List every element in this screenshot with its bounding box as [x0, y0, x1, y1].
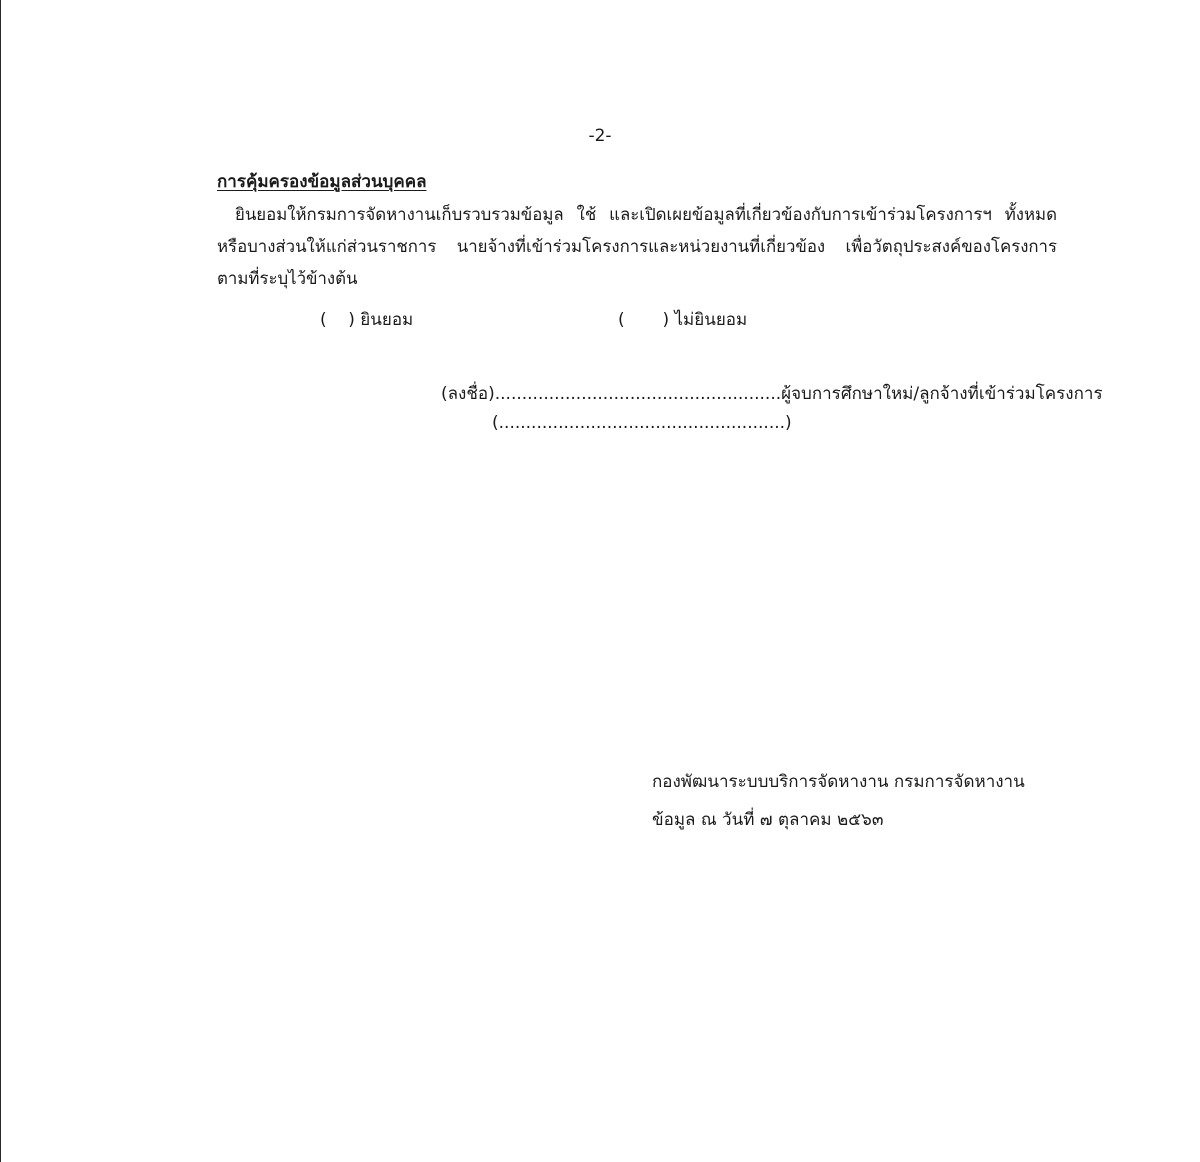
signature-line: (ลงชื่อ).....................................................ผู้จบการศึกษาใหม่/ลูกจ้างที่เข้าร่วมโครงการ — [441, 384, 1103, 404]
data-date: ข้อมูล ณ วันที่ ๗ ตุลาคม ๒๕๖๓ — [652, 810, 884, 830]
refuse-option[interactable]: ( ) ไม่ยินยอม — [618, 310, 748, 330]
page-left-border — [0, 0, 1, 1162]
issuing-office: กองพัฒนาระบบบริการจัดหางาน กรมการจัดหางาน — [652, 772, 1025, 792]
footer — [652, 763, 1025, 839]
consent-option[interactable]: ( ) ยินยอม — [320, 310, 414, 330]
privacy-section — [217, 166, 1057, 294]
section-heading: การคุ้มครองข้อมูลส่วนบุคคล — [217, 172, 427, 192]
printed-name-line: (.....................................................) — [492, 413, 792, 433]
page-number: -2- — [588, 126, 612, 146]
consent-paragraph: ยินยอมให้กรมการจัดหางานเก็บรวบรวมข้อมูล ใช้ และเปิดเผยข้อมูลที่เกี่ยวข้องกับการเข้าร่วมโครงการฯ ทั้งหมดหรือบางส่วนให้แก่ส่วนราชการ นายจ้างที่เข้าร่วมโครงการและหน่วยงานที่เกี่ยวข้อง เพื่อวัตถุประสงค์ของโครงการตามที่ระบุไว้ข้างต้น — [217, 204, 1057, 288]
